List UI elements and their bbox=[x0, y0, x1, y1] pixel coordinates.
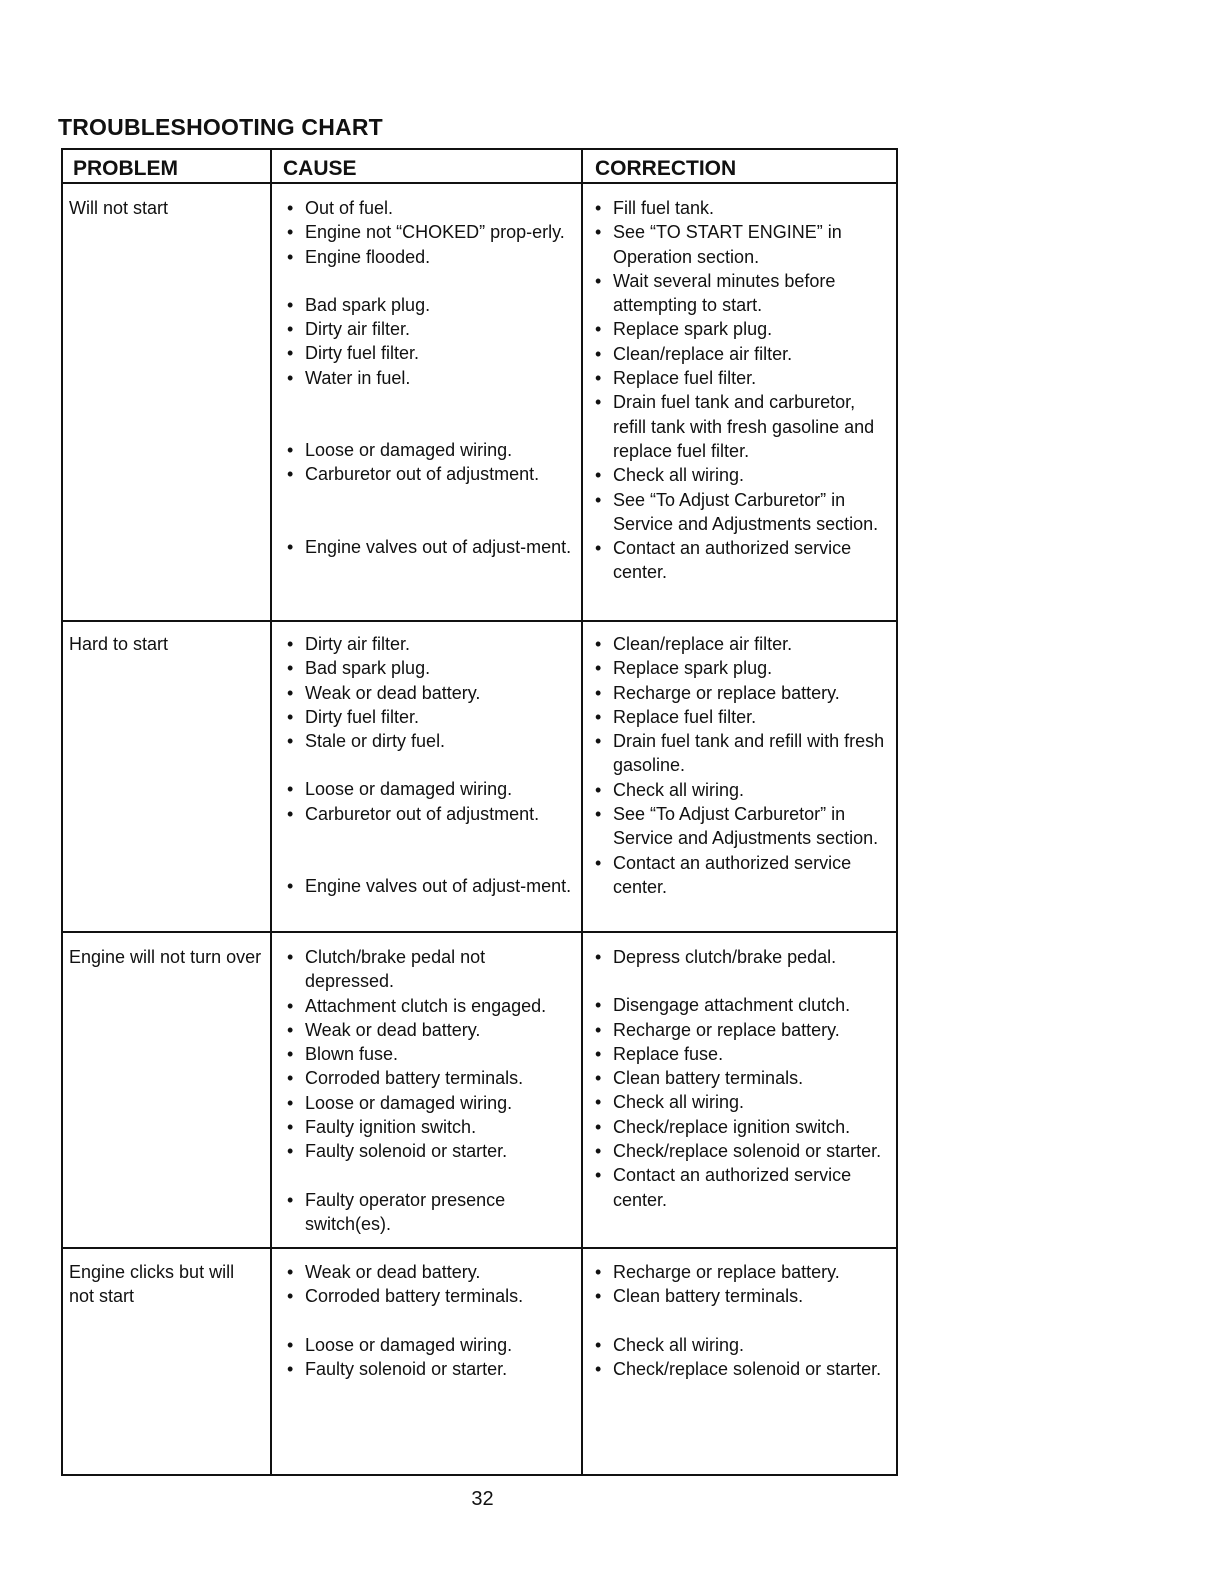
list-item: • Disengage attachment clutch. bbox=[591, 993, 891, 1017]
problem-hard-to-start: Hard to start bbox=[69, 634, 169, 654]
list-item: • Faulty ignition switch. bbox=[283, 1115, 573, 1139]
list-item: • Stale or dirty fuel. bbox=[283, 729, 573, 753]
list-item: • Check/replace solenoid or starter. bbox=[591, 1357, 891, 1381]
list-item: • Bad spark plug. bbox=[283, 656, 573, 680]
list-item: • Weak or dead battery. bbox=[283, 1018, 573, 1042]
header-cause: CAUSE bbox=[283, 157, 357, 180]
list-item: • Faulty operator presence switch(es). bbox=[283, 1188, 573, 1237]
causes-hard-to-start bbox=[283, 632, 573, 898]
list-item: • Wait several minutes before attempting to start. bbox=[591, 269, 891, 318]
list-item: • Corroded battery terminals. bbox=[283, 1284, 573, 1308]
list-item: • Loose or damaged wiring. bbox=[283, 1091, 573, 1115]
list-item: • Dirty air filter. bbox=[283, 632, 573, 656]
list-item: • Loose or damaged wiring. bbox=[283, 438, 573, 462]
page-number: 32 bbox=[471, 1488, 494, 1510]
list-item: • Check/replace solenoid or starter. bbox=[591, 1139, 891, 1163]
list-item: • Replace fuel filter. bbox=[591, 366, 891, 390]
header-correction: CORRECTION bbox=[595, 157, 737, 180]
list-item: • Carburetor out of adjustment. bbox=[283, 462, 573, 486]
list-item: • Clutch/brake pedal not depressed. bbox=[283, 945, 573, 994]
list-item: • Check all wiring. bbox=[591, 778, 891, 802]
list-item: • Blown fuse. bbox=[283, 1042, 573, 1066]
list-item: • See “TO START ENGINE” in Operation section. bbox=[591, 220, 891, 269]
problem-will-not-start: Will not start bbox=[69, 198, 169, 218]
list-item: • Depress clutch/brake pedal. bbox=[591, 945, 891, 969]
list-item: • Engine valves out of adjust-ment. bbox=[283, 535, 573, 559]
list-item: • Clean/replace air filter. bbox=[591, 342, 891, 366]
list-item: • Clean battery terminals. bbox=[591, 1066, 891, 1090]
list-item: • Clean/replace air filter. bbox=[591, 632, 891, 656]
problem-clicks-but-will-not-start: Engine clicks but will not start bbox=[69, 1262, 235, 1307]
list-item: • Contact an authorized service center. bbox=[591, 851, 891, 900]
causes-will-not-start bbox=[283, 196, 573, 559]
corrections-will-not-turn-over bbox=[591, 945, 891, 1212]
list-item: • Engine not “CHOKED” prop-erly. bbox=[283, 220, 573, 244]
list-item: • Carburetor out of adjustment. bbox=[283, 802, 573, 826]
list-item: • Faulty solenoid or starter. bbox=[283, 1139, 573, 1163]
list-item: • Fill fuel tank. bbox=[591, 196, 891, 220]
list-item: • Contact an authorized service center. bbox=[591, 536, 891, 585]
list-item: • Check all wiring. bbox=[591, 463, 891, 487]
corrections-clicks-but-will-not-start bbox=[591, 1260, 891, 1381]
list-item: • Recharge or replace battery. bbox=[591, 1018, 891, 1042]
list-item: • Faulty solenoid or starter. bbox=[283, 1357, 573, 1381]
list-item: • Engine valves out of adjust-ment. bbox=[283, 874, 573, 898]
list-item: • Weak or dead battery. bbox=[283, 681, 573, 705]
list-item: • Engine flooded. bbox=[283, 245, 573, 269]
header-problem: PROBLEM bbox=[73, 157, 178, 180]
list-item: • Check all wiring. bbox=[591, 1090, 891, 1114]
list-item: • Water in fuel. bbox=[283, 366, 573, 390]
list-item: • See “To Adjust Carburetor” in Service and Adjustments section. bbox=[591, 802, 891, 851]
list-item: • Dirty fuel filter. bbox=[283, 341, 573, 365]
list-item: • Replace spark plug. bbox=[591, 656, 891, 680]
row-divider bbox=[63, 620, 896, 622]
list-item: • Drain fuel tank and carburetor, refill tank with fresh gasoline and replace fuel filter. bbox=[591, 390, 891, 463]
column-divider bbox=[581, 150, 583, 1474]
list-item: • Replace spark plug. bbox=[591, 317, 891, 341]
list-item: • Dirty air filter. bbox=[283, 317, 573, 341]
causes-clicks-but-will-not-start bbox=[283, 1260, 573, 1381]
troubleshooting-table bbox=[61, 148, 898, 1476]
list-item: • Dirty fuel filter. bbox=[283, 705, 573, 729]
list-item: • Bad spark plug. bbox=[283, 293, 573, 317]
list-item: • Recharge or replace battery. bbox=[591, 681, 891, 705]
column-divider bbox=[270, 150, 272, 1474]
row-divider bbox=[63, 1247, 896, 1249]
list-item: • Check all wiring. bbox=[591, 1333, 891, 1357]
list-item: • Attachment clutch is engaged. bbox=[283, 994, 573, 1018]
list-item: • Drain fuel tank and refill with fresh gasoline. bbox=[591, 729, 891, 778]
list-item: • Corroded battery terminals. bbox=[283, 1066, 573, 1090]
list-item: • Contact an authorized service center. bbox=[591, 1163, 891, 1212]
list-item: • Recharge or replace battery. bbox=[591, 1260, 891, 1284]
list-item: • Weak or dead battery. bbox=[283, 1260, 573, 1284]
corrections-hard-to-start bbox=[591, 632, 891, 899]
table-header bbox=[63, 150, 896, 184]
problem-will-not-turn-over: Engine will not turn over bbox=[69, 947, 262, 967]
list-item: • Replace fuse. bbox=[591, 1042, 891, 1066]
list-item: • Check/replace ignition switch. bbox=[591, 1115, 891, 1139]
list-item: • Out of fuel. bbox=[283, 196, 573, 220]
corrections-will-not-start bbox=[591, 196, 891, 585]
list-item: • Loose or damaged wiring. bbox=[283, 777, 573, 801]
list-item: • See “To Adjust Carburetor” in Service and Adjustments section. bbox=[591, 488, 891, 537]
causes-will-not-turn-over bbox=[283, 945, 573, 1236]
list-item: • Replace fuel filter. bbox=[591, 705, 891, 729]
row-divider bbox=[63, 931, 896, 933]
list-item: • Loose or damaged wiring. bbox=[283, 1333, 573, 1357]
list-item: • Clean battery terminals. bbox=[591, 1284, 891, 1308]
page-title: TROUBLESHOOTING CHART bbox=[58, 114, 383, 140]
